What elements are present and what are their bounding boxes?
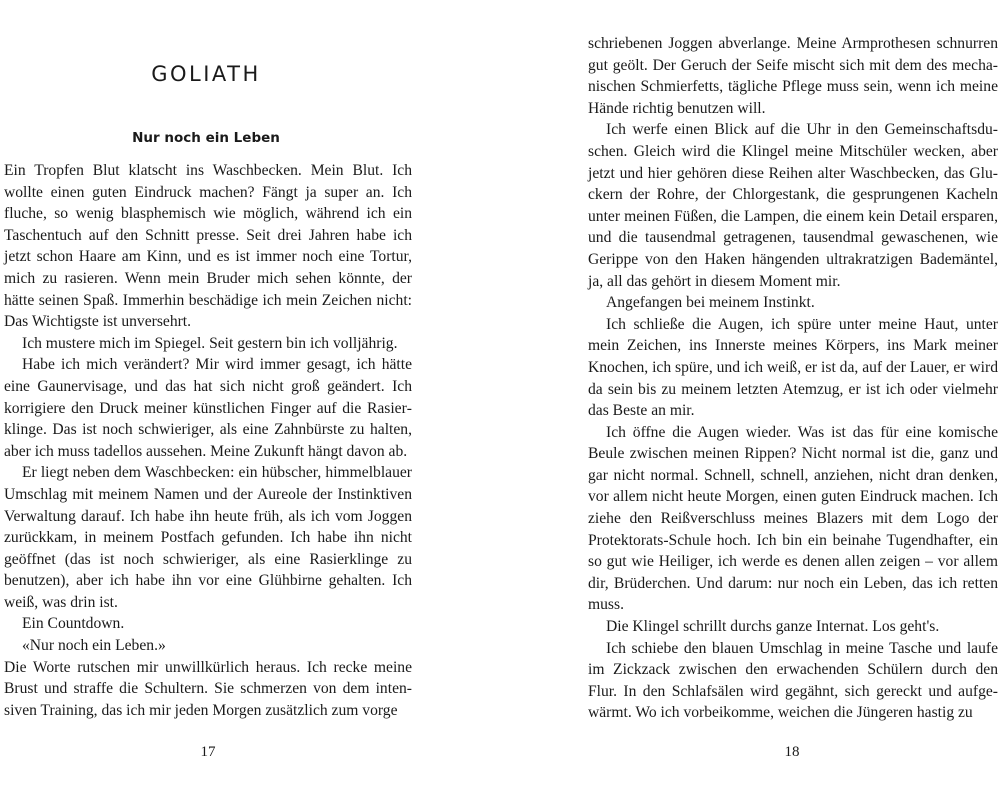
chapter-title: GOLIATH [151, 62, 261, 87]
paragraph: Er liegt neben dem Waschbecken: ein hübscher, himmelblauer Umschlag mit meinem Namen und der Aureole der Instinktiven Verwaltung darauf. Ich habe ihn heute früh, als ich vom Joggen zurückkam, in meinem Postfach gefunden. Ich habe ihn nicht geöffnet (das ist noch schwieriger, als eine Rasierklinge zu benutzen), aber ich habe ihn vor eine Glühbirne gehalten. Ich weiß, was drin ist. [4, 464, 412, 611]
paragraph: Ich öffne die Augen wieder. Was ist das für eine komische Beule zwischen meinen Rippen? Nicht normal ist die, ganz und gar nicht normal. Schnell, schnell, anziehen, nicht dran denken, vor allem nicht heute Morgen, einen guten Eindruck machen. Ich ziehe den Reißverschluss meines Blazers mit dem Logo der Protektorats-Schule hoch. Ich bin ein beinahe Tugendhafter, ein so gut wie Heiliger, ich werde es denen allen zeigen – vor allem dir, Brüderchen. Und darum: nur noch ein Leben, das ich retten muss. [588, 423, 998, 614]
left-page-body [4, 160, 412, 721]
paragraph: Ich mustere mich im Spiegel. Seit gestern bin ich volljährig. [22, 334, 398, 352]
page-number-right: 18 [784, 744, 800, 760]
paragraph: Ein Tropfen Blut klatscht ins Waschbecken. Mein Blut. Ich wollte einen guten Eindruck machen? Fängt ja super an. Ich fluche, so wenig blasphemisch wie möglich, während ich ein Taschentuch auf den Schnitt presse. Seit drei Jahren habe ich jetzt schon Haare am Kinn, und es ist immer noch eine Tortur, mich zu rasieren. Wenn mein Bruder mich sehen könnte, der hätte seinen Spaß. Immerhin beschädige ich mein Zeichen nicht: Das Wichtigste ist unversehrt. [4, 162, 412, 331]
chapter-subtitle: Nur noch ein Leben [132, 130, 280, 147]
paragraph: Ein Countdown. [22, 615, 125, 633]
right-page [580, 0, 1000, 800]
paragraph: «Nur noch ein Leben.» [22, 637, 166, 655]
left-page [0, 0, 430, 800]
paragraph: Ich schließe die Augen, ich spüre unter meine Haut, unter mein Zeichen, ins Innerste meines Körpers, ins Mark meiner Knochen, ich spüre, und ich weiß, er ist da, auf der Lauer, er wird da sein bis zu meinem letzten Atemzug, er ist ich oder vielmehr das Beste an mir. [588, 315, 998, 420]
paragraph: Ich werfe einen Blick auf die Uhr in den Gemeinschaftsduschen. Gleich wird die Klingel meine Mitschüler wecken, aber jetzt und hier gehören diese Reihen alter Waschbecken, das Gluckern der Rohre, der Chlorgestank, die gesprungenen Kacheln unter meinen Füßen, die Lampen, die einem kein Detail ersparen, und die tausendmal getragenen, tausendmal gewaschenen, wie Gerippe von den Haken hängenden ultrakratzigen Bademäntel, ja, all das gehört in diesem Moment mir. [588, 121, 998, 290]
right-page-body [588, 33, 998, 724]
paragraph: Angefangen bei meinem Instinkt. [606, 294, 815, 312]
paragraph: Habe ich mich verändert? Mir wird immer gesagt, ich hätte eine Gaunervisage, und das hat sich nicht groß geändert. Ich korrigiere den Druck meiner künstlichen Finger auf die Rasierklinge. Das ist noch schwieriger, als eine Zahnbürste zu halten, aber ich muss tadellos aussehen. Meine Zukunft hängt davon ab. [4, 356, 412, 460]
page-number-left: 17 [200, 744, 216, 760]
paragraph: Ich schiebe den blauen Umschlag in meine Tasche und laufe im Zickzack zwischen den erwachenden Schülern durch den Flur. In den Schlafsälen wird gegähnt, sich gereckt und aufgewärmt. Wo ich vorbeikomme, weichen die Jüngeren hastig zu [588, 639, 998, 722]
paragraph: schriebenen Joggen abverlange. Meine Armprothesen schnurren gut geölt. Der Geruch der Seife mischt sich mit dem des mechanischen Schmierfetts, tägliche Pflege muss sein, wenn ich meine Hände richtig benutzen will. [588, 35, 998, 117]
paragraph: Die Worte rutschen mir unwillkürlich heraus. Ich recke meine Brust und straffe die Schultern. Sie schmerzen von dem intensiven Training, das ich mir jeden Morgen zusätzlich zum vorge [4, 658, 412, 719]
paragraph: Die Klingel schrillt durchs ganze Internat. Los geht's. [606, 618, 940, 636]
